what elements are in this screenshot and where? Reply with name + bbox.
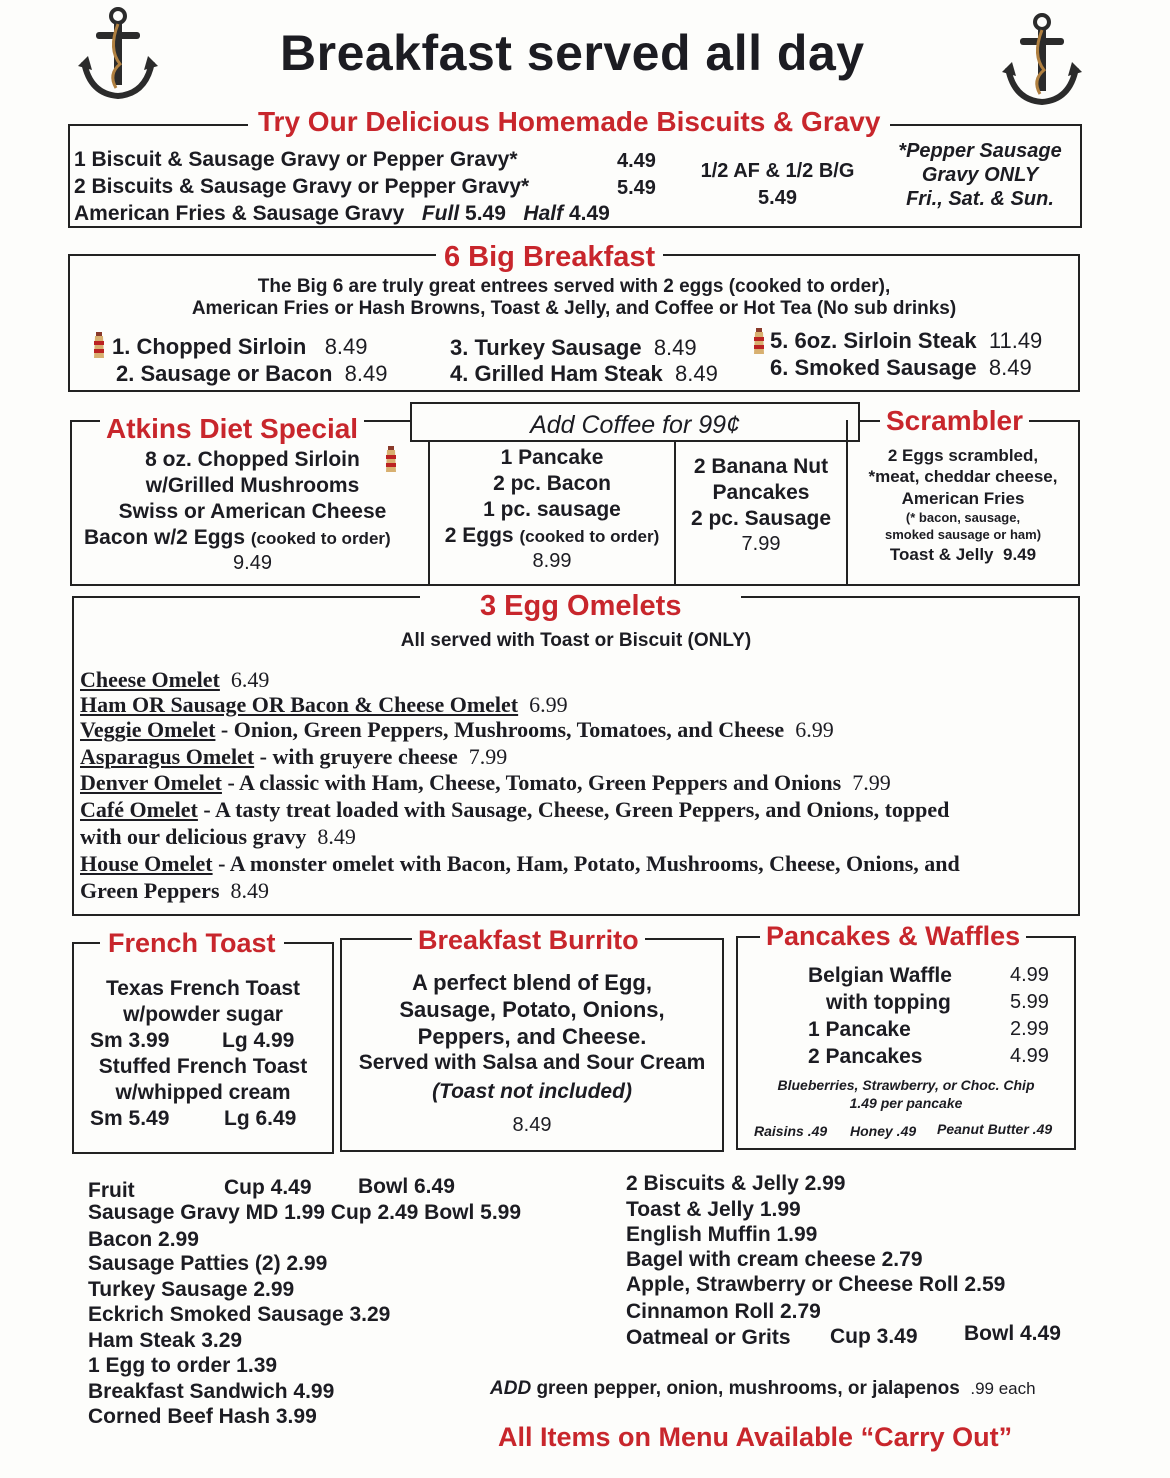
omelets-subheading: All served with Toast or Biscuit (ONLY) — [400, 630, 752, 651]
omelet-item: Café Omelet - A tasty treat loaded with Sausage, Cheese, Green Peppers, and Onions, topped — [80, 797, 950, 822]
side-left-item: Sausage Gravy MD 1.99 Cup 2.49 Bowl 5.99 — [88, 1201, 522, 1224]
combo-line-2: 2 pc. Bacon — [493, 472, 611, 495]
side-left-item: Corned Beef Hash 3.99 — [88, 1405, 317, 1428]
anchor-icon-right — [1000, 10, 1084, 110]
big6-item-5: 5. 6oz. Sirloin Steak 11.49 — [770, 328, 1043, 353]
side-right-item: Toast & Jelly 1.99 — [626, 1198, 801, 1221]
ft-stuffed-sub: w/whipped cream — [115, 1081, 291, 1104]
big6-heading: 6 Big Breakfast — [436, 241, 663, 274]
burrito-line-2: Sausage, Potato, Onions, — [399, 997, 665, 1022]
burrito-line-1: A perfect blend of Egg, — [412, 970, 652, 995]
big6-item-2: 2. Sausage or Bacon 8.49 — [116, 361, 388, 386]
carry-out-banner: All Items on Menu Available “Carry Out” — [498, 1422, 1013, 1452]
side-left-item: Fruit — [88, 1179, 135, 1202]
pancakes-heading: Pancakes & Waffles — [760, 921, 1026, 952]
omelets-heading: 3 Egg Omelets — [420, 590, 741, 623]
pancake-price-4: 4.99 — [1010, 1045, 1049, 1067]
side-left-item: Eckrich Smoked Sausage 3.29 — [88, 1303, 391, 1326]
banana-line-2: Pancakes — [712, 481, 810, 504]
omelet-item-cont: with our delicious gravy 8.49 — [80, 824, 356, 849]
pancake-extras-2: 1.49 per pancake — [849, 1095, 963, 1111]
pancake-addon: Raisins .49 — [754, 1123, 828, 1139]
half-half-price: 5.49 — [758, 187, 797, 209]
scrambler-last: Toast & Jelly 9.49 — [889, 545, 1037, 564]
lighthouse-icon — [92, 332, 106, 363]
atkins-heading: Atkins Diet Special — [100, 413, 364, 445]
omelet-item: Veggie Omelet - Onion, Green Peppers, Mushrooms, Tomatoes, and Cheese 6.99 — [80, 717, 834, 742]
add-note: ADD green pepper, onion, mushrooms, or jalapenos .99 each — [490, 1378, 1036, 1399]
side-left-item: Turkey Sausage 2.99 — [88, 1278, 295, 1301]
side-left-item: Ham Steak 3.29 — [88, 1329, 243, 1352]
omelet-item: Denver Omelet - A classic with Ham, Cheese, Tomato, Green Peppers and Onions 7.99 — [80, 770, 891, 795]
ft-stuffed-lg: Lg 6.49 — [224, 1107, 297, 1130]
side-right-item: Cinnamon Roll 2.79 — [626, 1300, 821, 1323]
burrito-price: 8.49 — [512, 1114, 552, 1136]
biscuit-row-2: 2 Biscuits & Sausage Gravy or Pepper Gravy* — [74, 175, 530, 198]
side-right-item: Apple, Strawberry or Cheese Roll 2.59 — [626, 1273, 1006, 1296]
banana-price: 7.99 — [741, 533, 781, 555]
pepper-note-1: *Pepper Sausage — [898, 140, 1062, 162]
side-right-item: English Muffin 1.99 — [626, 1223, 818, 1246]
pancake-price-2: 5.99 — [1010, 991, 1049, 1013]
combo-price: 8.99 — [532, 550, 572, 572]
ft-texas-sub: w/powder sugar — [123, 1003, 283, 1026]
pancake-extras-1: Blueberries, Strawberry, or Choc. Chip — [777, 1077, 1035, 1093]
atkins-line-2: w/Grilled Mushrooms — [145, 474, 360, 497]
omelet-item: Ham OR Sausage OR Bacon & Cheese Omelet 6.99 — [80, 692, 568, 717]
big6-item-6: 6. Smoked Sausage 8.49 — [770, 355, 1032, 380]
big6-item-1: 1. Chopped Sirloin 8.49 — [112, 334, 368, 359]
pepper-note-2: Gravy ONLY — [921, 164, 1039, 186]
pancake-item-4: 2 Pancakes — [808, 1045, 923, 1068]
biscuit-row-1: 1 Biscuit & Sausage Gravy or Pepper Gravy* — [74, 148, 518, 171]
pepper-note-3: Fri., Sat. & Sun. — [906, 188, 1054, 210]
scrambler-line-1: 2 Eggs scrambled, — [887, 446, 1039, 465]
big6-item-3: 3. Turkey Sausage 8.49 — [450, 335, 697, 360]
ft-texas-sm: Sm 3.99 — [90, 1029, 170, 1052]
side-right-item: Bagel with cream cheese 2.79 — [626, 1248, 923, 1271]
side-right-item: 2 Biscuits & Jelly 2.99 — [626, 1172, 846, 1195]
scrambler-line-3: American Fries — [901, 489, 1025, 508]
oatmeal-cup: Cup 3.49 — [830, 1325, 918, 1348]
side-left-item: Sausage Patties (2) 2.99 — [88, 1252, 328, 1275]
biscuit-row-1-price: 4.49 — [617, 150, 656, 172]
side-left-item: Breakfast Sandwich 4.99 — [88, 1380, 335, 1403]
biscuit-row-2-price: 5.49 — [617, 177, 656, 199]
ft-texas: Texas French Toast — [105, 977, 301, 1000]
half-half-name: 1/2 AF & 1/2 B/G — [700, 160, 855, 182]
atkins-price: 9.49 — [233, 552, 272, 574]
oatmeal-name: Oatmeal or Grits — [626, 1326, 791, 1349]
side-left-item: Bacon 2.99 — [88, 1228, 199, 1251]
lighthouse-icon — [752, 328, 766, 359]
omelet-item: Cheese Omelet 6.49 — [80, 667, 270, 692]
ft-texas-lg: Lg 4.99 — [222, 1029, 295, 1052]
pancake-item-1: Belgian Waffle — [808, 964, 952, 987]
combo-line-3: 1 pc. sausage — [483, 498, 621, 521]
ft-stuffed: Stuffed French Toast — [98, 1055, 308, 1078]
oatmeal-bowl: Bowl 4.49 — [964, 1322, 1061, 1345]
scrambler-line-2: *meat, cheddar cheese, — [868, 467, 1058, 486]
atkins-line-1: 8 oz. Chopped Sirloin — [145, 448, 360, 471]
coffee-label: Add Coffee for 99¢ — [530, 411, 740, 439]
combo-line-4: 2 Eggs (cooked to order) — [444, 524, 660, 547]
scrambler-heading: Scrambler — [880, 405, 1029, 437]
combo-line-1: 1 Pancake — [500, 446, 604, 469]
pancake-addon: Honey .49 — [850, 1123, 917, 1139]
fruit-cup: Cup 4.49 — [224, 1176, 312, 1199]
burrito-note: (Toast not included) — [432, 1080, 632, 1103]
omelet-item: Asparagus Omelet - with gruyere cheese 7.99 — [80, 744, 508, 769]
page-title: Breakfast served all day — [280, 25, 865, 81]
anchor-icon-left — [78, 4, 158, 104]
french-toast-heading: French Toast — [100, 928, 284, 959]
atkins-line-3: Swiss or American Cheese — [118, 500, 387, 523]
big6-desc-2: American Fries or Hash Browns, Toast & Jelly, and Coffee or Hot Tea (No sub drinks) — [191, 298, 957, 319]
pancake-price-1: 4.99 — [1010, 964, 1049, 986]
side-left-item: 1 Egg to order 1.39 — [88, 1354, 278, 1377]
atkins-line-4: Bacon w/2 Eggs (cooked to order) — [84, 526, 391, 549]
fries-gravy-row: American Fries & Sausage Gravy Full 5.49 Half 4.49 — [74, 202, 610, 225]
omelet-item-cont: Green Peppers 8.49 — [80, 878, 270, 903]
biscuits-heading: Try Our Delicious Homemade Biscuits & Gravy — [248, 106, 890, 138]
banana-line-1: 2 Banana Nut — [693, 455, 829, 478]
omelet-item: House Omelet - A monster omelet with Bacon, Ham, Potato, Mushrooms, Cheese, Onions, and — [80, 851, 960, 876]
lighthouse-icon — [384, 446, 398, 477]
scrambler-small-1: (* bacon, sausage, — [905, 510, 1021, 525]
big6-item-4: 4. Grilled Ham Steak 8.49 — [450, 361, 718, 386]
pancake-item-3: 1 Pancake — [808, 1018, 911, 1041]
pancake-price-3: 2.99 — [1010, 1018, 1049, 1040]
banana-line-3: 2 pc. Sausage — [690, 507, 832, 530]
big6-desc-1: The Big 6 are truly great entrees served with 2 eggs (cooked to order), — [257, 276, 891, 297]
fruit-bowl: Bowl 6.49 — [358, 1175, 455, 1198]
pancake-addon: Peanut Butter .49 — [937, 1121, 1053, 1137]
burrito-line-3: Peppers, and Cheese. — [417, 1024, 647, 1049]
ft-stuffed-sm: Sm 5.49 — [90, 1107, 170, 1130]
burrito-line-4: Served with Salsa and Sour Cream — [358, 1051, 706, 1074]
scrambler-small-2: smoked sausage or ham) — [884, 527, 1042, 542]
pancake-item-2: with topping — [826, 991, 951, 1014]
burrito-heading: Breakfast Burrito — [412, 925, 645, 956]
